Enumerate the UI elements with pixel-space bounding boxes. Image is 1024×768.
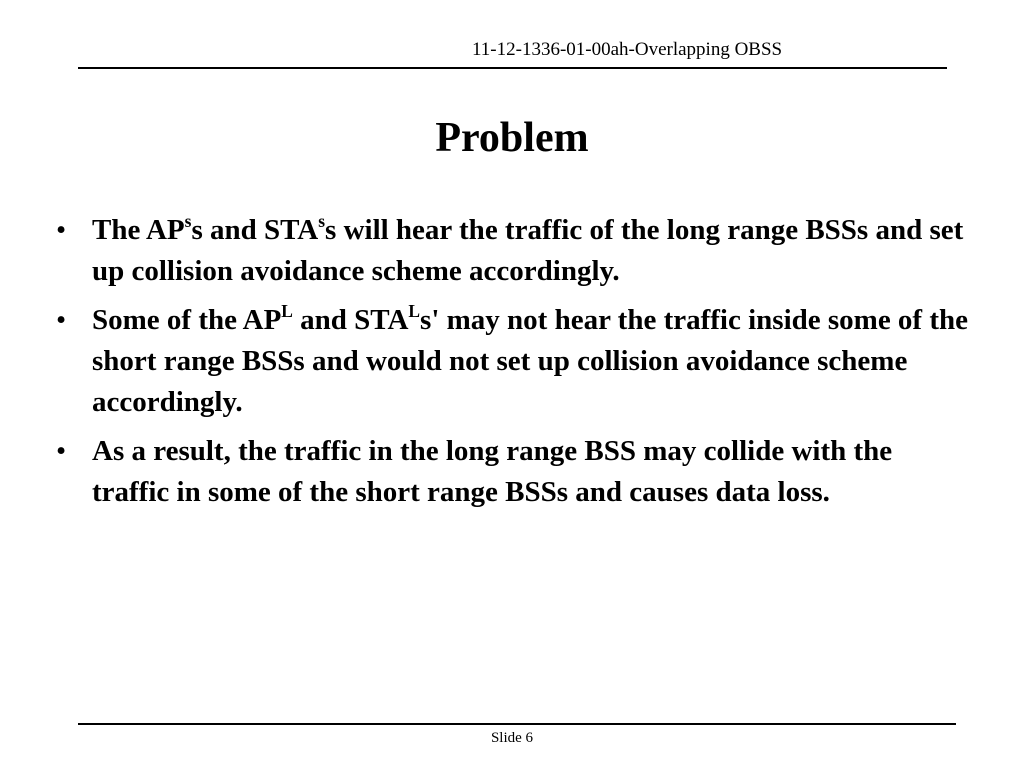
bullet-text: s and STA bbox=[191, 214, 319, 246]
slide-number: Slide 6 bbox=[490, 730, 534, 746]
superscript: s bbox=[184, 211, 192, 232]
bullet-item bbox=[56, 300, 976, 423]
bullet-text: As a result, the traffic in the long range BSS may collide with the traffic in some of the short range BSSs and causes data loss. bbox=[92, 435, 893, 508]
bullet-text: s will hear the traffic of the long range BSSs and set up collision avoidance scheme accordingly. bbox=[92, 214, 964, 287]
bullet-text: s' may not hear the traffic inside some of the short range BSSs and would not set up collision avoidance scheme accordingly. bbox=[92, 304, 969, 418]
bullet-item bbox=[56, 210, 976, 292]
superscript: L bbox=[408, 301, 421, 322]
header-divider bbox=[78, 67, 947, 69]
bullet-item bbox=[56, 431, 976, 513]
bullet-text: The AP bbox=[92, 214, 185, 246]
header-doc-id: 11-12-1336-01-00ah-Overlapping OBSS bbox=[472, 39, 783, 60]
bullet-text: and STA bbox=[292, 304, 409, 336]
bullet-mark: • bbox=[56, 214, 67, 246]
bullet-mark: • bbox=[56, 304, 67, 336]
bullet-list bbox=[56, 210, 976, 521]
bullet-mark: • bbox=[56, 435, 67, 467]
superscript: s bbox=[318, 211, 326, 232]
superscript: L bbox=[281, 301, 293, 322]
footer-divider bbox=[78, 723, 956, 725]
slide-title: Problem bbox=[435, 115, 589, 161]
bullet-text: Some of the AP bbox=[92, 304, 282, 336]
